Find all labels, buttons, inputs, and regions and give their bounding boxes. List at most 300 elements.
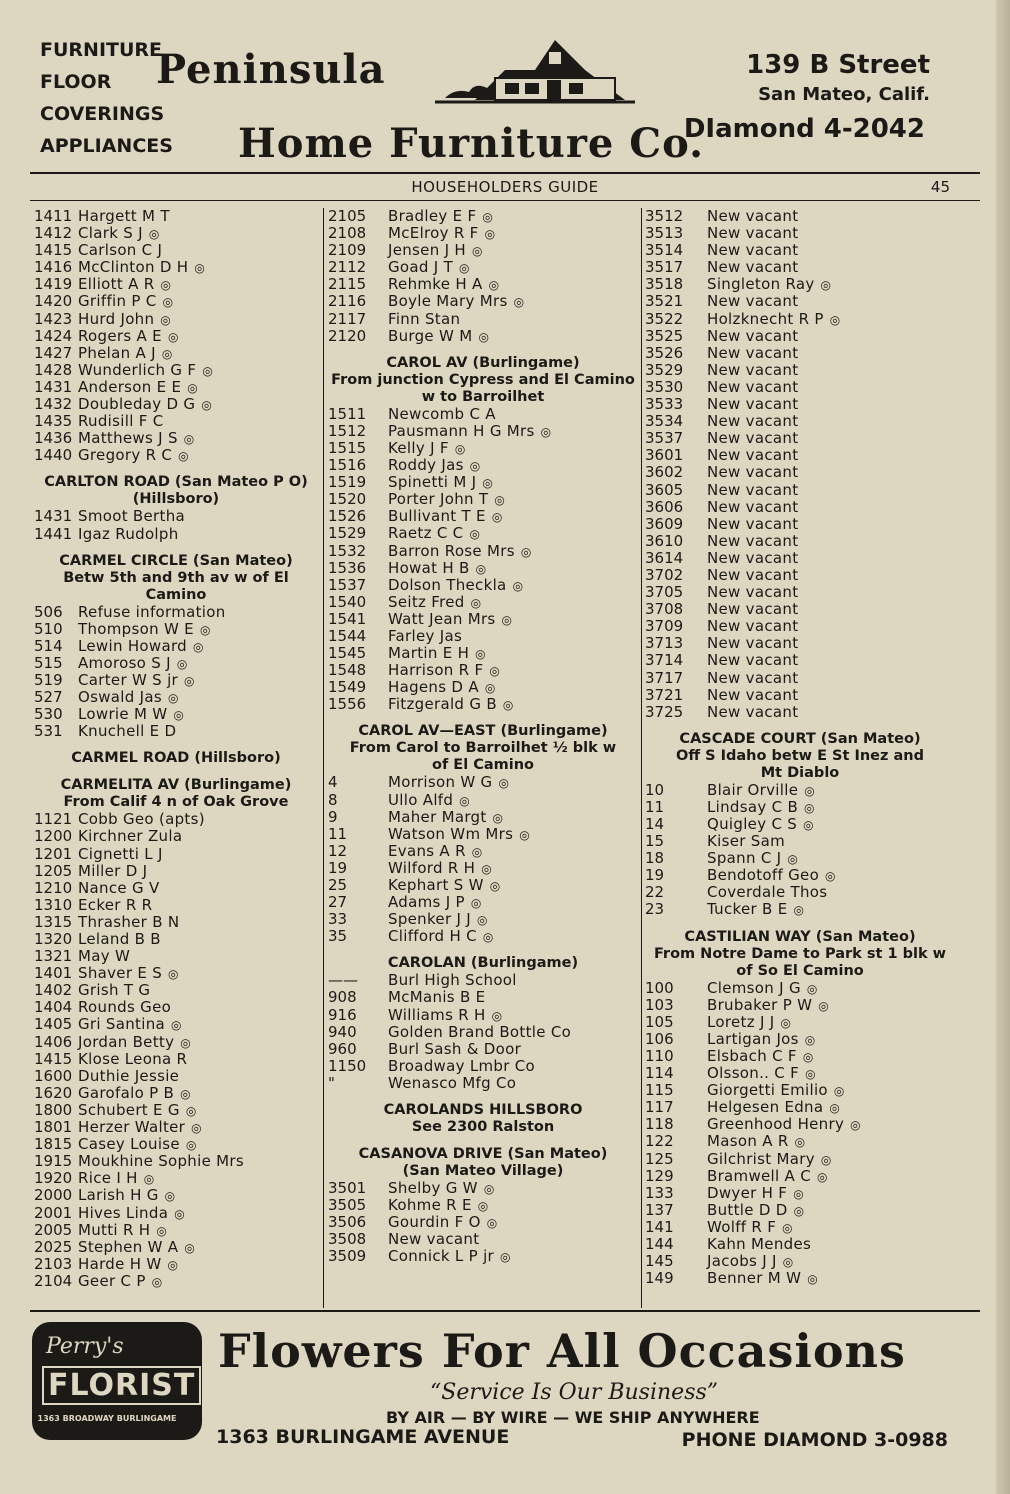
list-item [34,413,318,430]
house-number: 1519 [328,473,367,492]
resident-name [707,550,955,567]
circled-dot-icon: ◎ [486,1216,498,1231]
resident-name [78,447,318,464]
resident-name-text: Quigley C S [707,815,798,833]
resident-name [78,689,318,706]
list-item [645,328,955,345]
street-heading-line: From Notre Dame to Park st 1 blk w [653,945,947,962]
resident-name-text: New vacant [388,1230,480,1249]
circled-dot-icon: ◎ [484,681,496,696]
circled-dot-icon: ◎ [167,329,179,344]
resident-name-text: Amoroso S J [78,653,171,672]
resident-name [78,828,318,845]
house-number: 3505 [328,1196,367,1215]
resident-name [78,897,318,914]
resident-name-text: Kelly J F [388,438,449,457]
resident-name-text: Buttle D D [707,1200,788,1219]
list-item [328,242,638,259]
street-heading-line: of El Camino [431,757,535,774]
list-item [328,792,638,809]
list-item [34,1102,318,1119]
resident-name-text: Miller D J [78,861,148,880]
list-item [328,328,638,345]
list-item [645,259,955,276]
house-number: 1402 [34,981,73,1000]
resident-name [388,894,638,911]
resident-name-text: Phelan A J [78,343,156,362]
street-heading [328,723,638,774]
house-number: 2120 [328,326,367,345]
house-number: 3501 [328,1179,367,1198]
resident-name [388,843,638,860]
list-item [645,345,955,362]
circled-dot-icon: ◎ [804,1032,816,1047]
house-number: 515 [34,653,63,672]
circled-dot-icon: ◎ [482,210,494,224]
resident-name-text: Farley Jas [388,626,463,645]
list-item [328,877,638,894]
house-number: 110 [645,1046,674,1065]
resident-name [388,1007,638,1024]
resident-name-text: Duthie Jessie [78,1066,180,1085]
resident-name [707,464,955,481]
list-item [645,293,955,310]
resident-name [388,208,638,225]
list-item [34,1222,318,1239]
list-item [645,1219,955,1236]
house-number: 11 [645,797,665,816]
resident-name [388,242,638,259]
house-number: 2025 [34,1237,73,1256]
house-number: 2001 [34,1203,73,1222]
resident-name [78,1222,318,1239]
circled-dot-icon: ◎ [793,1186,805,1201]
resident-name-text: Shaver E S [78,964,163,983]
circled-dot-icon: ◎ [500,1250,511,1265]
circled-dot-icon: ◎ [477,1199,489,1214]
resident-name-text: New vacant [707,531,799,550]
circled-dot-icon: ◎ [804,800,815,815]
list-item [645,225,955,242]
resident-name [78,914,318,931]
list-item [34,430,318,447]
street-heading-line: of So El Camino [736,962,864,979]
circled-dot-icon: ◎ [793,1203,805,1218]
house-number: 3721 [645,685,684,704]
list-item [34,723,318,740]
circled-dot-icon: ◎ [164,1189,176,1204]
house-number: 1436 [34,429,73,448]
resident-name [707,1202,955,1219]
resident-name-text: Clark S J [78,224,143,243]
list-item [645,1065,955,1082]
circled-dot-icon: ◎ [202,363,214,378]
circled-dot-icon: ◎ [802,1049,814,1064]
resident-name [78,1136,318,1153]
list-item [645,516,955,533]
street-heading [328,1146,638,1180]
resident-name [78,1205,318,1222]
resident-name-text: New vacant [707,565,799,584]
resident-name-text: Nance G V [78,878,160,897]
house-number: 960 [328,1039,357,1058]
circled-dot-icon: ◎ [501,612,513,627]
resident-name [388,774,638,791]
resident-name [78,259,318,276]
house-number: 3518 [645,275,684,294]
resident-name [78,931,318,948]
house-number: 114 [645,1064,674,1083]
resident-name-text: Moukhine Sophie Mrs [78,1152,245,1171]
circled-dot-icon: ◎ [482,930,494,945]
resident-name-text: Carlson C J [78,241,163,260]
circled-dot-icon: ◎ [185,1103,197,1118]
list-item [328,911,638,928]
brand-line-1: Peninsula [156,46,386,93]
resident-name-text: Clemson J G [707,978,801,997]
resident-name-text: Kirchner Zula [78,827,183,846]
resident-name-text: Roddy Jas [388,456,464,475]
resident-name-text: Rehmke H A [388,275,483,294]
column-2 [328,208,638,1266]
resident-name-text: Giorgetti Emilio [707,1081,828,1100]
resident-name-text: Lowrie M W [78,705,168,724]
list-item [328,843,638,860]
house-number: 1310 [34,895,73,914]
ad-category: APPLIANCES [40,135,173,157]
street-heading-line: See 2300 Ralston [411,1119,555,1136]
ad-category: FLOOR [40,71,112,93]
resident-name [78,638,318,655]
house-number: 1121 [34,810,73,829]
circled-dot-icon: ◎ [156,1223,168,1238]
resident-name-text: Rogers A E [78,326,162,345]
resident-name [388,406,638,423]
resident-name-text: New vacant [707,224,799,243]
house-number: 133 [645,1183,674,1202]
resident-name [707,833,955,850]
house-number: 1405 [34,1015,73,1034]
list-item [34,621,318,638]
house-number: 1420 [34,292,73,311]
circled-dot-icon: ◎ [502,698,514,713]
resident-name [388,662,638,679]
resident-name-text: Barron Rose Mrs [388,541,515,560]
circled-dot-icon: ◎ [833,1084,845,1099]
house-number: 3513 [645,224,684,243]
list-item [328,560,638,577]
resident-name [388,491,638,508]
list-item [34,965,318,982]
list-item [645,242,955,259]
resident-name-text: Elliott A R [78,275,155,294]
resident-name [707,276,955,293]
circled-dot-icon: ◎ [180,1086,191,1101]
resident-name [707,1082,955,1099]
house-number: 2104 [34,1271,73,1290]
circled-dot-icon: ◎ [829,312,841,327]
street-heading-line: CASCADE COURT (San Mateo) [679,730,921,747]
resident-name-text: Thompson W E [78,619,194,638]
circled-dot-icon: ◎ [178,449,189,464]
list-item [34,293,318,310]
resident-name-text: Cobb Geo (apts) [78,810,205,829]
resident-name [78,1102,318,1119]
street-heading [645,731,955,782]
resident-name-text: Kephart S W [388,876,484,894]
house-number: 3605 [645,480,684,499]
circled-dot-icon: ◎ [488,278,500,293]
resident-name [78,1153,318,1170]
resident-name [78,723,318,740]
list-item [328,440,638,457]
circled-dot-icon: ◎ [192,639,204,654]
column-1 [34,208,318,1290]
resident-name-text: Kahn Mendes [707,1234,812,1253]
house-number: 118 [645,1115,674,1134]
house-number: 1412 [34,224,73,243]
column-divider [323,208,324,1308]
list-item [34,1051,318,1068]
resident-name-text: Newcomb C A [388,404,496,423]
circled-dot-icon: ◎ [469,459,481,474]
resident-name [78,208,318,225]
house-number: 1537 [328,575,367,594]
house-number: 1427 [34,343,73,362]
house-number: 1431 [34,377,73,396]
resident-name-text: New vacant [707,600,799,619]
resident-name-text: Burl Sash & Door [388,1039,522,1058]
house-number: 1556 [328,695,367,714]
resident-name [78,1016,318,1033]
house-number: 531 [34,722,63,741]
resident-name-text: Bramwell A C [707,1166,811,1185]
house-number: 105 [645,1012,674,1031]
house-number: 1424 [34,326,73,345]
resident-name-text: Spenker J J [388,910,472,929]
list-item [328,594,638,611]
house-number: 3530 [645,377,684,396]
circled-dot-icon: ◎ [491,1008,503,1023]
resident-name [707,242,955,259]
list-item [645,670,955,687]
circled-dot-icon: ◎ [148,227,160,242]
list-item [645,1031,955,1048]
house-number: 19 [328,858,348,877]
resident-name-text: Herzer Walter [78,1118,186,1137]
resident-name-text: Grish T G [78,981,151,1000]
resident-name [707,884,955,901]
circled-dot-icon: ◎ [180,1035,192,1050]
list-item [328,311,638,328]
list-item [645,1185,955,1202]
list-item [645,584,955,601]
circled-dot-icon: ◎ [143,1172,155,1187]
list-item [34,1016,318,1033]
list-item [328,860,638,877]
list-item [645,533,955,550]
list-item [645,601,955,618]
header-divider [30,172,980,174]
resident-name [78,362,318,379]
resident-name-text: Rounds Geo [78,998,172,1017]
resident-name [78,1119,318,1136]
list-item [328,989,638,1006]
resident-name [388,1024,638,1041]
street-heading-line: CASANOVA DRIVE (San Mateo) [358,1146,608,1163]
circled-dot-icon: ◎ [151,1274,163,1289]
resident-name [707,413,955,430]
list-item [34,655,318,672]
house-number: 145 [645,1252,674,1271]
house-number: 1541 [328,609,367,628]
list-item [34,706,318,723]
resident-name [78,846,318,863]
house-number: 1540 [328,592,367,611]
page-number: 45 [930,178,950,196]
circled-dot-icon: ◎ [829,1101,841,1116]
resident-name-text: Loretz J J [707,1012,775,1031]
resident-name-text: Adams J P [388,893,465,912]
resident-name [388,259,638,276]
resident-name-text: Jordan Betty [78,1032,175,1051]
resident-name [388,1197,638,1214]
street-heading-line: CAROL AV (Burlingame) [386,354,580,371]
street-heading-line: (Hillsboro) [132,491,220,508]
ad-city: San Mateo, Calif. [758,84,930,105]
resident-name [78,311,318,328]
circled-dot-icon: ◎ [184,1240,196,1255]
house-number: 527 [34,688,63,707]
house-number: 103 [645,995,674,1014]
resident-name [78,526,318,543]
house-number: 940 [328,1022,357,1041]
house-number: 519 [34,670,63,689]
logo-address-text: 1363 BROADWAY BURLINGAME [37,1414,177,1423]
resident-name [78,811,318,828]
resident-name-text: New vacant [707,412,799,431]
house-number: 3609 [645,514,684,533]
house-number: 3509 [328,1247,367,1266]
resident-name [707,1048,955,1065]
resident-name-text: McClinton D H [78,258,189,277]
circled-dot-icon: ◎ [454,441,466,456]
list-item [328,774,638,791]
resident-name-text: Pausmann H G Mrs [388,421,535,440]
resident-name [388,293,638,310]
resident-name [388,457,638,474]
circled-dot-icon: ◎ [459,261,470,276]
resident-name [707,1151,955,1168]
list-item [34,362,318,379]
resident-name-text: Schubert E G [78,1100,180,1119]
house-number: 35 [328,927,348,946]
list-item [645,1202,955,1219]
house-number: 3537 [645,429,684,448]
circled-dot-icon: ◎ [176,656,188,671]
list-item [34,811,318,828]
resident-name [707,1219,955,1236]
column-3 [645,208,955,1287]
house-number: 23 [645,900,665,919]
resident-name [78,1187,318,1204]
resident-name-text: Morrison W G [388,773,493,792]
resident-name-text: Benner M W [707,1269,802,1288]
list-item [645,704,955,721]
house-number: 1441 [34,524,73,543]
resident-name-text: Geer C P [78,1271,146,1290]
resident-name [707,1014,955,1031]
resident-name-text: Doubleday D G [78,395,196,414]
list-item [645,396,955,413]
resident-name-text: New vacant [707,463,799,482]
resident-name-text: Evans A R [388,841,466,860]
list-item [328,208,638,225]
list-item [645,1253,955,1270]
house-number: 1511 [328,404,367,423]
florist-logo [32,1322,202,1440]
list-item [328,1214,638,1231]
circled-dot-icon: ◎ [489,664,501,679]
resident-name-text: Refuse information [78,602,226,621]
circled-dot-icon: ◎ [520,544,532,559]
resident-name-text: Lartigan Jos [707,1029,799,1048]
circled-dot-icon: ◎ [807,1272,819,1287]
resident-name [388,1214,638,1231]
resident-name-text: New vacant [707,241,799,260]
resident-name [707,867,955,884]
house-number: 3725 [645,702,684,721]
resident-name-text: Wilford R H [388,858,476,877]
resident-name-text: Boyle Mary Mrs [388,292,508,311]
resident-name-text: Howat H B [388,558,470,577]
list-item [328,457,638,474]
resident-name-text: Watt Jean Mrs [388,609,496,628]
resident-name [78,413,318,430]
resident-name-text: Oswald Jas [78,688,162,707]
circled-dot-icon: ◎ [168,967,179,982]
resident-name [707,396,955,413]
list-item [328,645,638,662]
house-number: 3614 [645,548,684,567]
resident-name [707,482,955,499]
list-item [645,1151,955,1168]
resident-name [388,611,638,628]
resident-name [707,601,955,618]
resident-name [707,1236,955,1253]
house-number: 1520 [328,490,367,509]
resident-name-text: Dolson Theckla [388,575,507,594]
resident-name [388,577,638,594]
list-item [34,208,318,225]
resident-name-text: Harrison R F [388,661,484,680]
house-number: 1526 [328,507,367,526]
circled-dot-icon: ◎ [173,708,185,723]
house-number: 22 [645,883,665,902]
list-item [34,1187,318,1204]
house-number: 3517 [645,258,684,277]
resident-name [78,1085,318,1102]
resident-name [707,704,955,721]
resident-name-text: Singleton Ray [707,275,815,294]
circled-dot-icon: ◎ [519,827,531,842]
resident-name [707,567,955,584]
list-item [34,1119,318,1136]
resident-name-text: Bullivant T E [388,507,486,526]
list-item [645,1236,955,1253]
house-number: 1516 [328,456,367,475]
list-item [645,311,955,328]
